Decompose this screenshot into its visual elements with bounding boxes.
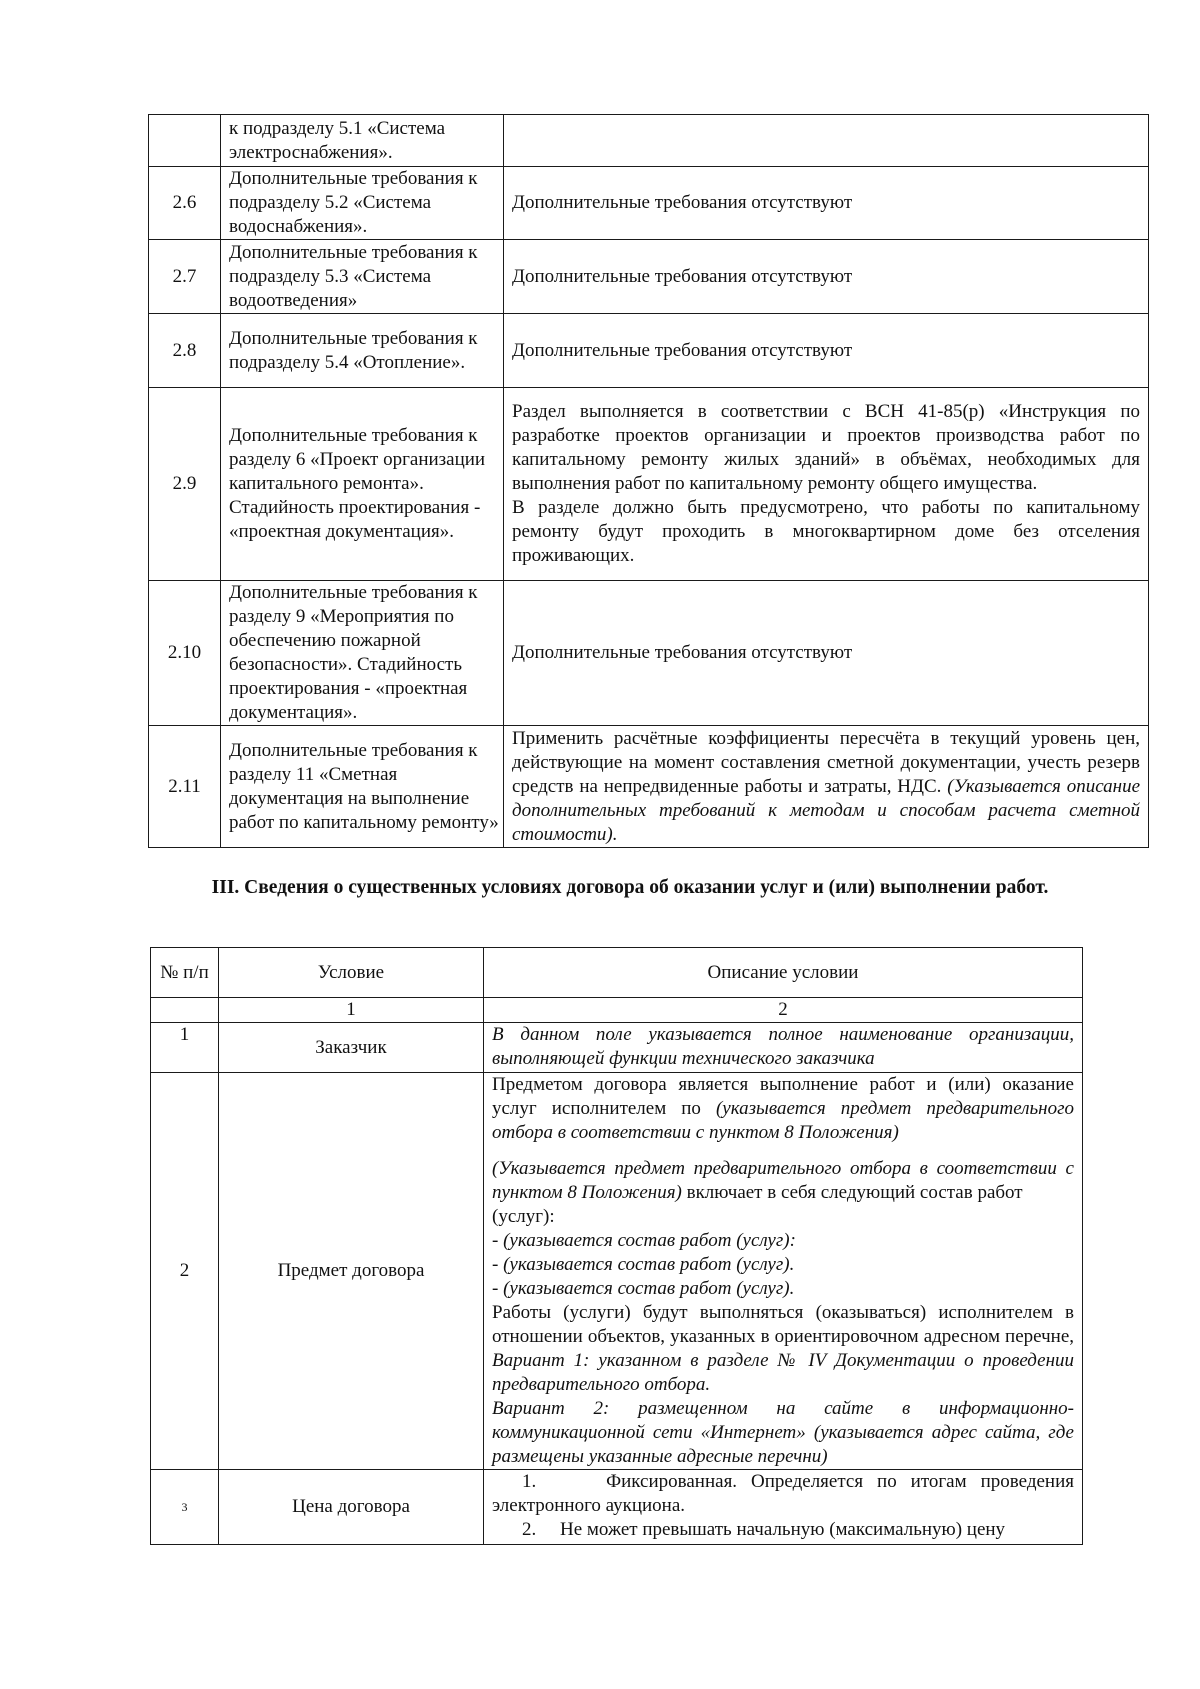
column-header-number: № п/п [151,948,219,998]
requirement-description [504,115,1149,167]
condition-description: В данном поле указывается полное наименование организации, выполняющей функции технического заказчика [484,1023,1083,1073]
index-cell: 2 [484,998,1083,1023]
requirement-title: Дополнительные требования к подразделу 5.3 «Система водоотведения» [221,240,504,314]
row-number: 2.9 [149,388,221,581]
list-item-text: Фиксированная. Определяется по итогам проведения электронного аукциона. [492,1471,1074,1516]
requirement-description: Дополнительные требования отсутствуют [504,240,1149,314]
section-heading: III. Сведения о существенных условиях договора об оказании услуг и (или) выполнении работ. [211,877,1049,898]
requirements-table [148,114,1149,848]
table-row [151,1470,1083,1545]
list-item-text: (указывается состав работ (услуг). [503,1278,795,1299]
row-number: 2.7 [149,240,221,314]
row-number: 3 [151,1470,219,1545]
text-italic: (указывается предмет предварительного отбора в соответствии с пунктом 8 Положения) [492,1098,1075,1143]
row-number: 1 [151,1023,219,1073]
requirement-title: к подразделу 5.1 «Система электроснабжения». [221,115,504,167]
text-italic: Вариант 1: указанном в разделе № IV Документации о проведении предварительного отбора. [492,1350,1074,1395]
table-row [151,1073,1083,1470]
description-paragraph [492,1301,1074,1397]
table-header-row [151,948,1083,998]
requirement-title: Дополнительные требования к подразделу 5.4 «Отопление». [221,314,504,388]
table-row [151,1023,1083,1073]
description-paragraph [492,1073,1074,1145]
description-paragraph: В разделе должно быть предусмотрено, что работы по капитальному ремонту будут проходить в многоквартирном доме без отселения проживающих. [512,497,1140,566]
requirement-description: Дополнительные требования отсутствуют [504,314,1149,388]
requirement-description [504,388,1149,581]
list-item-text: (указывается состав работ (услуг): [503,1230,796,1251]
condition-name: Заказчик [219,1023,484,1073]
list-item: - (указывается состав работ (услуг). [492,1254,795,1275]
list-number: 2. [522,1519,537,1540]
row-number: 2.11 [149,726,221,848]
row-number: 2.8 [149,314,221,388]
table-row [149,167,1149,240]
description-paragraph: (услуг): [492,1206,555,1227]
requirement-description: Дополнительные требования отсутствуют [504,581,1149,726]
table-row [149,314,1149,388]
text-normal: Работы (услуги) будут выполняться (оказываться) исполнителем в отношении объектов, указанных в ориентировочном адресном перечне, [492,1302,1074,1347]
column-header-condition: Условие [219,948,484,998]
table-row [149,240,1149,314]
text-italic: (Указывается предмет предварительного отбора в соответствии с пунктом 8 Положения) [492,1158,1074,1203]
requirement-title: Дополнительные требования к разделу 6 «Проект организации капитального ремонта». Стадийность проектирования - «проектная документация». [221,388,504,581]
description-paragraph: Раздел выполняется в соответствии с ВСН 41-85(р) «Инструкция по разработке проектов организации и проектов производства работ по капитальному ремонту жилых зданий» в объёмах, необходимых для выполнения работ по капитальному ремонту общего имущества. [512,401,1140,494]
text-normal: включает в себя следующий состав работ [686,1182,1023,1203]
list-item [492,1470,1074,1518]
table-row [149,726,1149,848]
list-item-text: (указывается состав работ (услуг). [503,1254,795,1275]
list-item: - (указывается состав работ (услуг): [492,1230,796,1251]
requirement-description: Дополнительные требования отсутствуют [504,167,1149,240]
table-row [149,581,1149,726]
condition-description [484,1073,1083,1470]
index-cell [151,998,219,1023]
row-number: 2.10 [149,581,221,726]
contract-terms-table [150,947,1083,1545]
index-row [151,998,1083,1023]
requirement-title: Дополнительные требования к разделу 11 «Сметная документация на выполнение работ по капитальному ремонту» [221,726,504,848]
row-number: 2.6 [149,167,221,240]
description-paragraph [492,1157,1074,1205]
list-number: 1. [522,1471,537,1492]
description-note: (Указывается описание дополнительных требований к методам и способам расчета сметной стоимости). [512,775,1141,845]
condition-name: Цена договора [219,1470,484,1545]
list-item: - (указывается состав работ (услуг). [492,1278,795,1299]
column-header-description: Описание условии [484,948,1083,998]
row-number [149,115,221,167]
description-paragraph: Вариант 2: размещенном на сайте в информационно-коммуникационной сети «Интернет» (указывается адрес сайта, где размещены указанные адресные перечни) [492,1398,1074,1467]
requirement-title: Дополнительные требования к разделу 9 «Мероприятия по обеспечению пожарной безопасности». Стадийность проектирования - «проектная документация». [221,581,504,726]
text-normal: Предметом договора является выполнение работ и (или) оказание услуг исполнителем по [492,1074,1074,1119]
list-item-text: Не может превышать начальную (максимальную) цену [560,1519,1006,1540]
index-cell: 1 [219,998,484,1023]
requirement-title: Дополнительные требования к подразделу 5.2 «Система водоснабжения». [221,167,504,240]
table-row [149,115,1149,167]
condition-description [484,1470,1083,1545]
requirement-description [504,726,1149,848]
row-number: 2 [151,1073,219,1470]
condition-name: Предмет договора [219,1073,484,1470]
table-row [149,388,1149,581]
description-text: Применить расчётные коэффициенты пересчёта в текущий уровень цен, действующие на момент составления сметной документации, учесть резерв средств на непредвиденные работы и затраты, НДС. [512,727,1140,797]
list-item [492,1518,1074,1542]
